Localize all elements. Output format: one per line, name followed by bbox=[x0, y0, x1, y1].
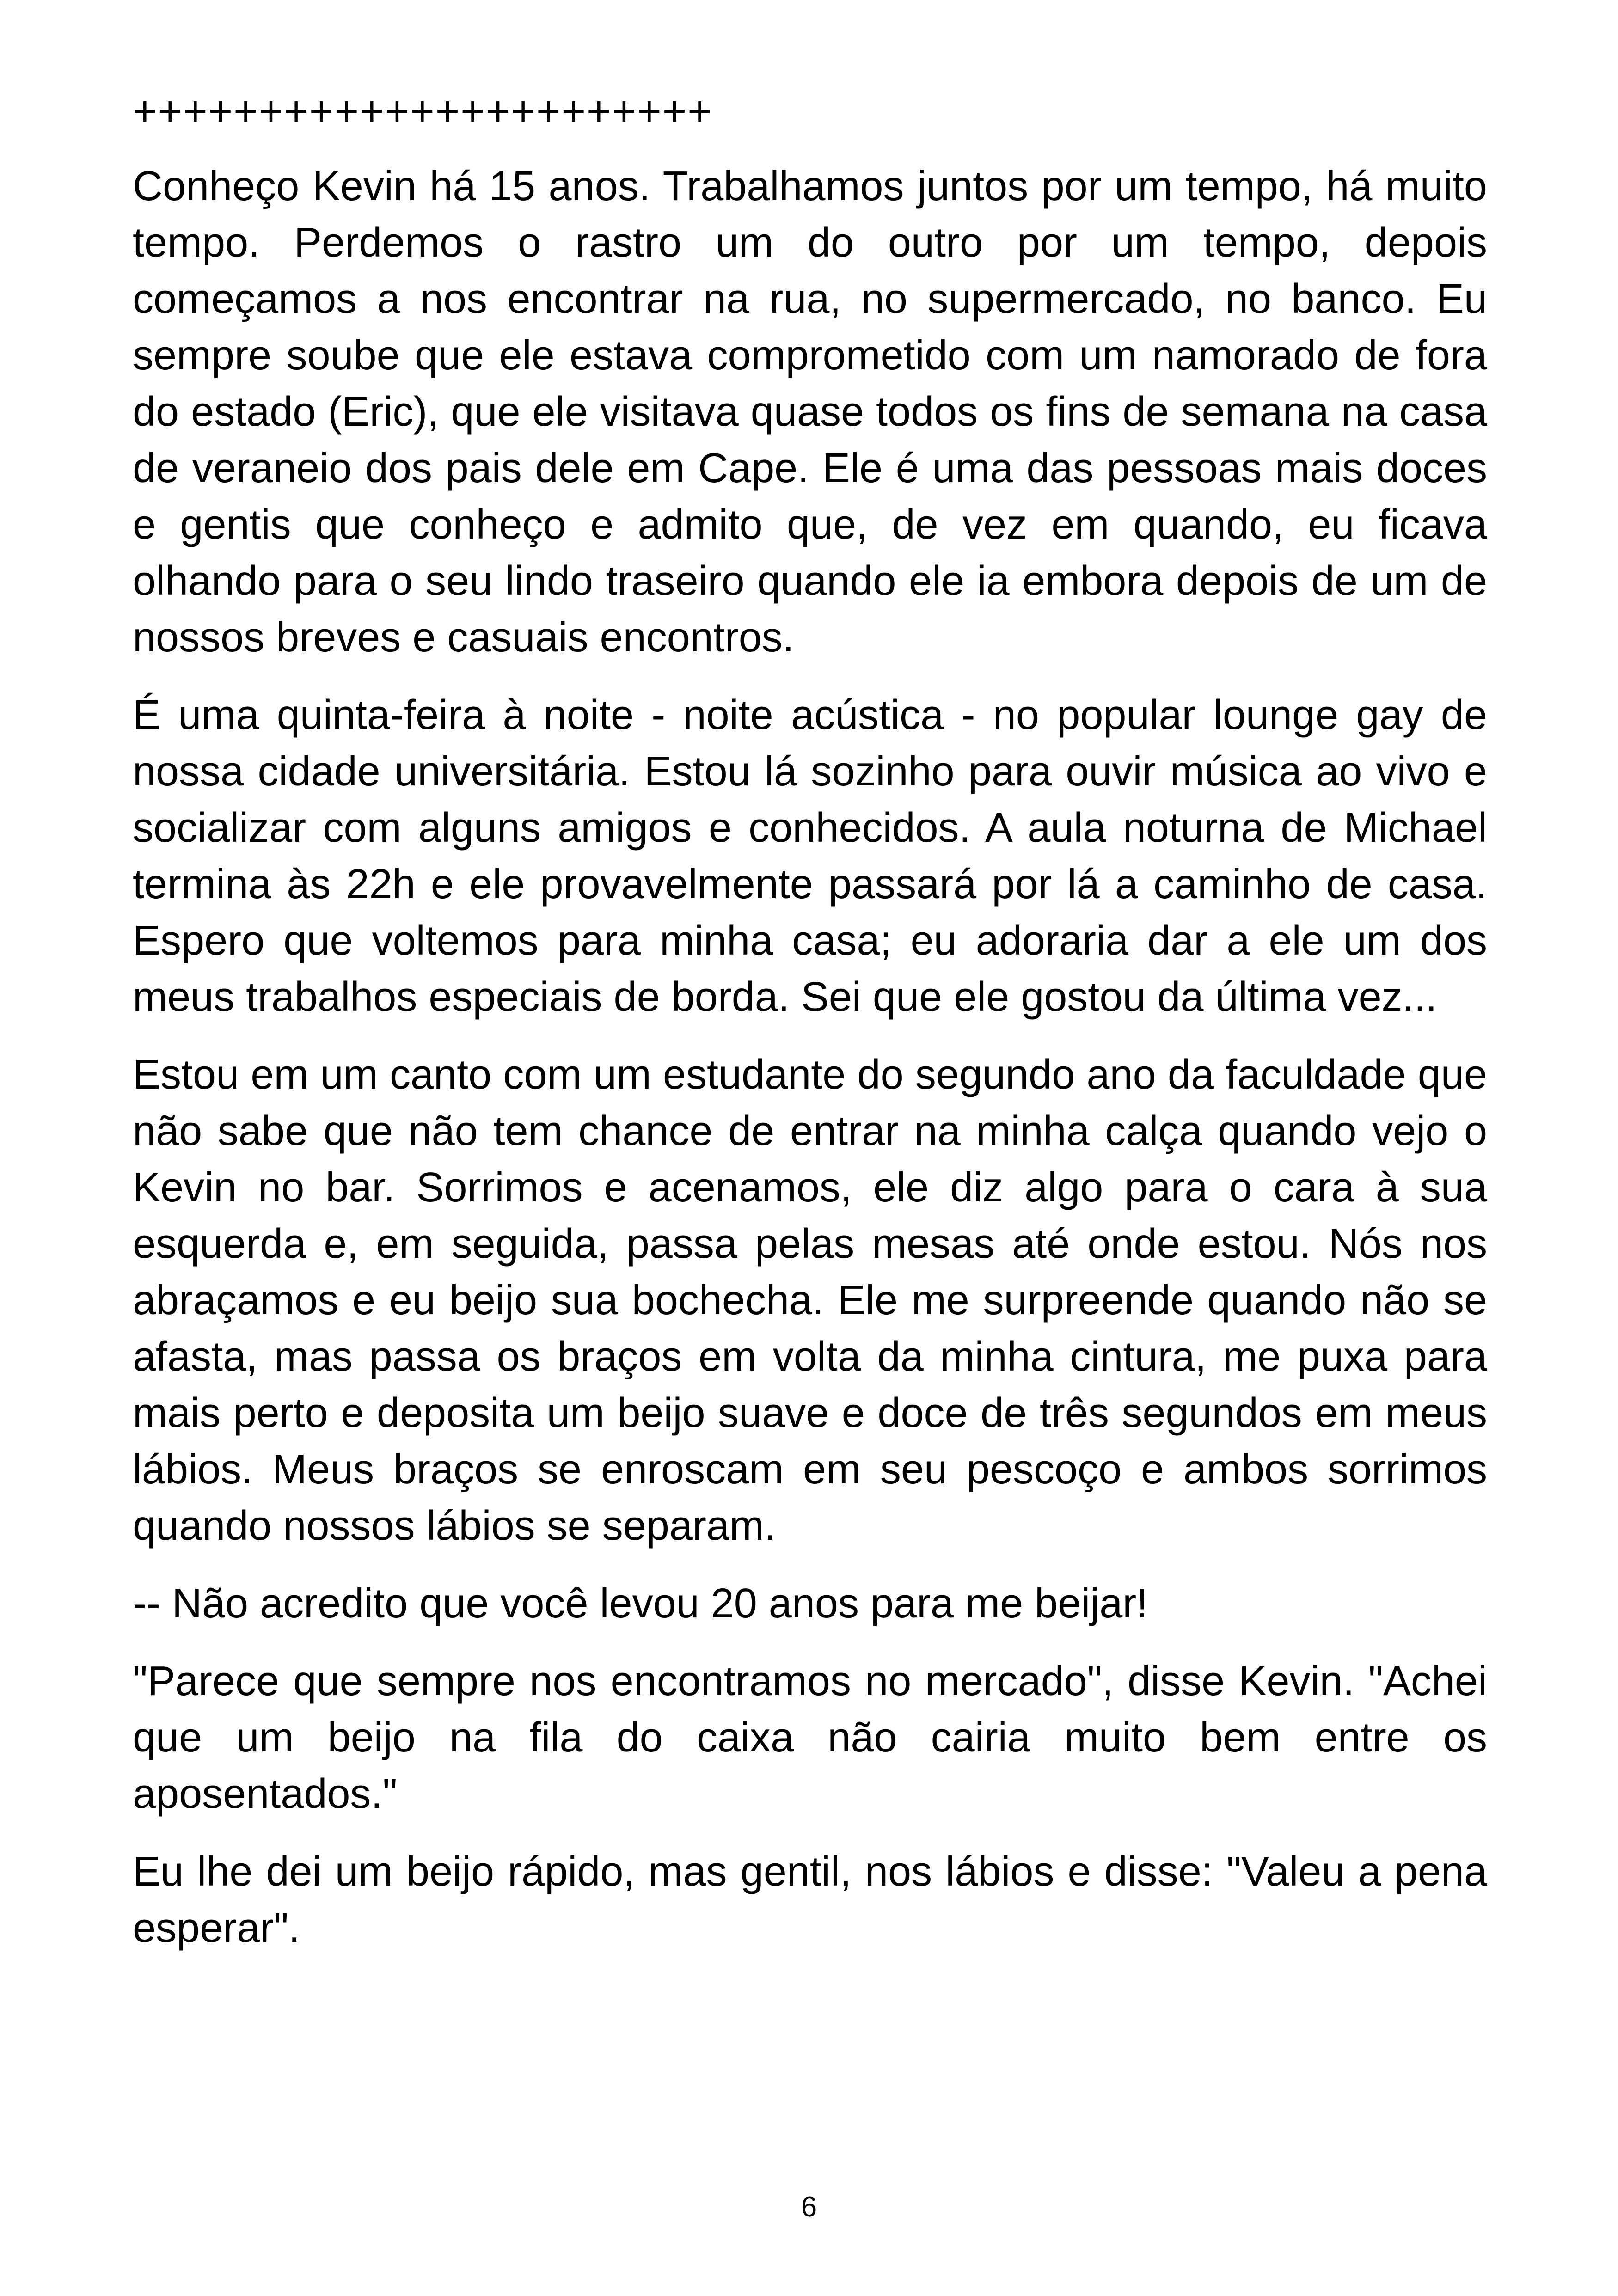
body-text bbox=[133, 83, 1487, 1978]
paragraph: -- Não acredito que você levou 20 anos para me beijar! bbox=[133, 1580, 1148, 1627]
section-separator: +++++++++++++++++++++++ bbox=[133, 88, 713, 135]
paragraph: "Parece que sempre nos encontramos no mercado", disse Kevin. "Achei que um beijo na fila do caixa não cairia muito bem entre os aposentados." bbox=[133, 1658, 1487, 1817]
paragraph: É uma quinta-feira à noite - noite acústica - no popular lounge gay de nossa cidade universitária. Estou lá sozinho para ouvir música ao vivo e socializar com alguns amigos e conhecidos. A aula noturna de Michael termina às 22h e ele provavelmente passará por lá a caminho de casa. Espero que voltemos para minha casa; eu adoraria dar a ele um dos meus trabalhos especiais de borda. Sei que ele gostou da última vez... bbox=[133, 692, 1487, 1020]
paragraph: Conheço Kevin há 15 anos. Trabalhamos juntos por um tempo, há muito tempo. Perdemos o rastro um do outro por um tempo, depois começamos a nos encontrar na rua, no supermercado, no banco. Eu sempre soube que ele estava comprometido com um namorado de fora do estado (Eric), que ele visitava quase todos os fins de semana na casa de veraneio dos pais dele em Cape. Ele é uma das pessoas mais doces e gentis que conheço e admito que, de vez em quando, eu ficava olhando para o seu lindo traseiro quando ele ia embora depois de um de nossos breves e casuais encontros. bbox=[133, 163, 1487, 661]
paragraph: Eu lhe dei um beijo rápido, mas gentil, nos lábios e disse: "Valeu a pena esperar". bbox=[133, 1849, 1487, 1951]
paragraph: Estou em um canto com um estudante do segundo ano da faculdade que não sabe que não tem chance de entrar na minha calça quando vejo o Kevin no bar. Sorrimos e acenamos, ele diz algo para o cara à sua esquerda e, em seguida, passa pelas mesas até onde estou. Nós nos abraçamos e eu beijo sua bochecha. Ele me surpreende quando não se afasta, mas passa os braços em volta da minha cintura, me puxa para mais perto e deposita um beijo suave e doce de três segundos em meus lábios. Meus braços se enroscam em seu pescoço e ambos sorrimos quando nossos lábios se separam. bbox=[133, 1052, 1487, 1549]
page-number: 6 bbox=[801, 2191, 817, 2223]
